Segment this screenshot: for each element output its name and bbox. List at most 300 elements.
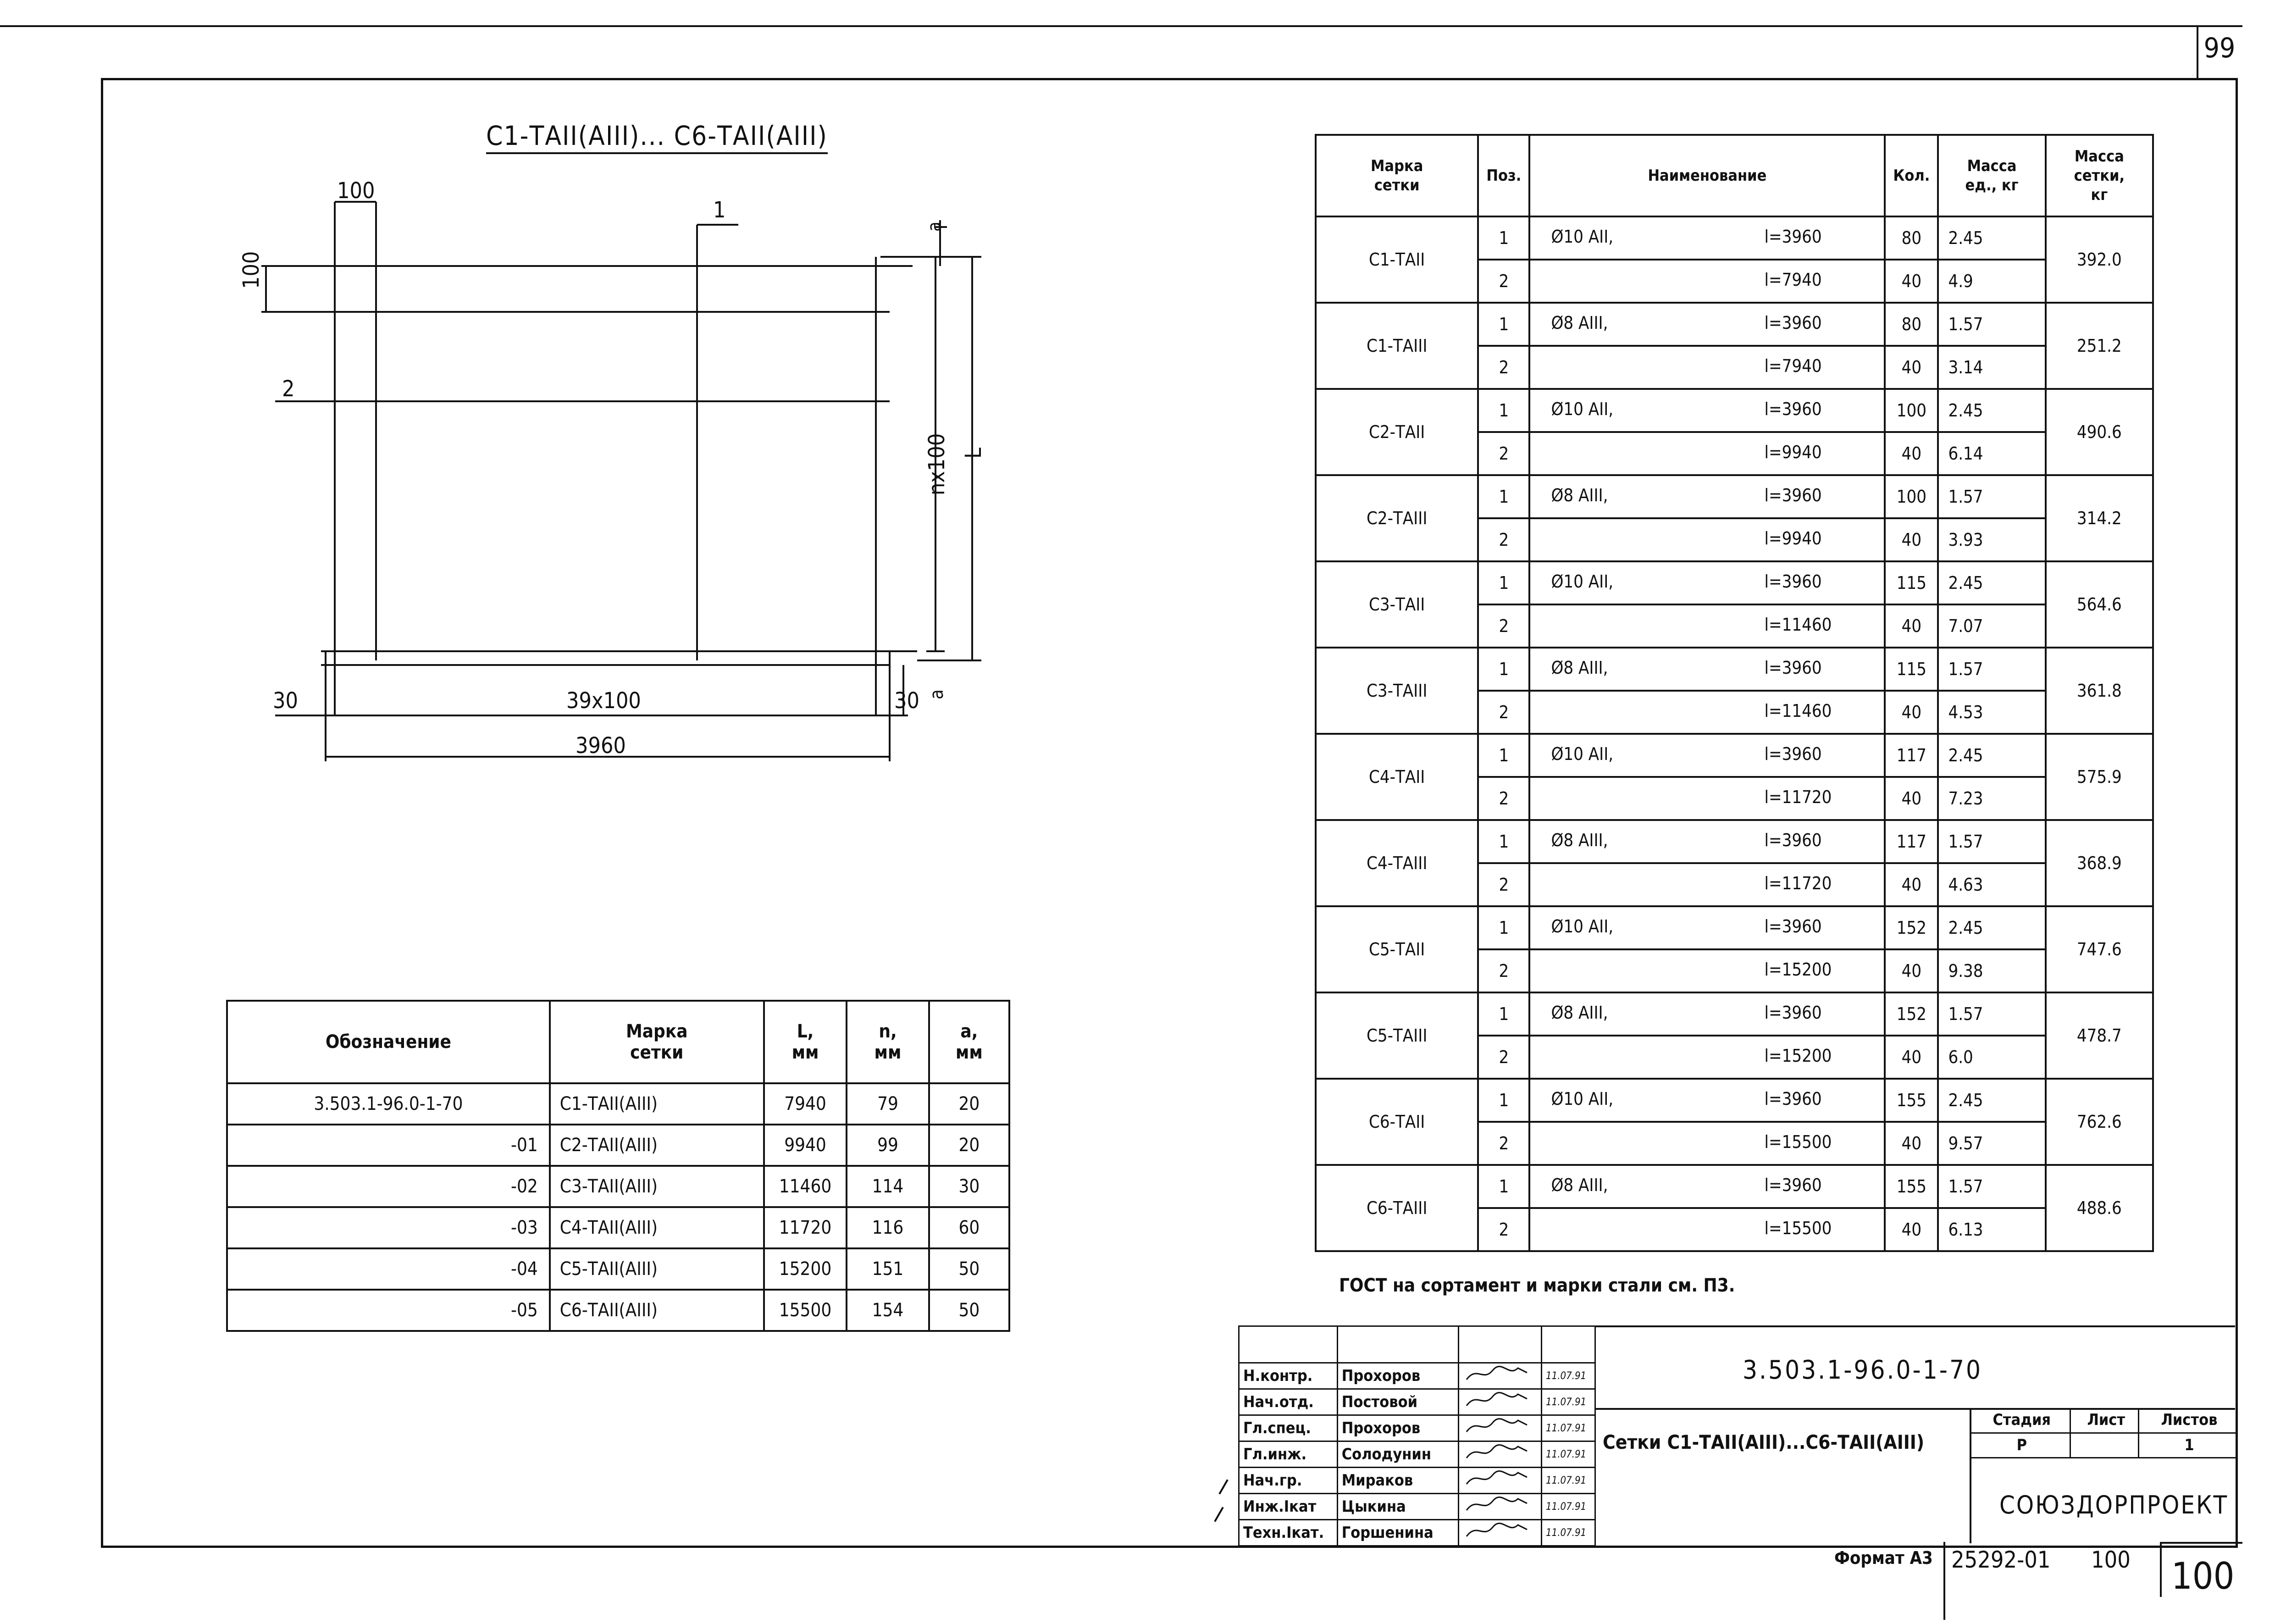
variant-a-cell: 20 bbox=[929, 1125, 1009, 1166]
spec-unit-cell: 4.53 bbox=[1938, 691, 2045, 734]
spec-row bbox=[1316, 648, 2153, 691]
spec-pos-cell: 1 bbox=[1478, 561, 1529, 604]
spec-unit-cell: 6.0 bbox=[1938, 1036, 2045, 1079]
variant-n-cell: 79 bbox=[847, 1083, 929, 1125]
spec-pos-cell: 2 bbox=[1478, 518, 1529, 561]
spec-unit-cell: 3.14 bbox=[1938, 346, 2045, 389]
spec-mark-cell: С6-ТАII bbox=[1316, 1079, 1478, 1165]
stamp-date: 11.07.91 bbox=[1542, 1468, 1595, 1494]
variant-row bbox=[227, 1166, 1009, 1207]
variant-mark-cell: С5-ТАII(АIII) bbox=[550, 1248, 764, 1290]
spec-bar-text: Ø8 АIII, bbox=[1551, 313, 1608, 333]
spec-total-mass-cell: 251.2 bbox=[2046, 303, 2153, 389]
section-mark: 1 bbox=[713, 197, 726, 223]
spec-qty-cell: 100 bbox=[1885, 389, 1938, 432]
title-block-people bbox=[1238, 1325, 1596, 1546]
archive-sheet: 100 bbox=[2091, 1546, 2131, 1573]
spec-bar-text: Ø8 АIII, bbox=[1551, 658, 1608, 678]
spec-row bbox=[1316, 561, 2153, 604]
spec-total-mass-cell: 361.8 bbox=[2046, 648, 2153, 734]
spec-name-cell bbox=[1529, 216, 1885, 260]
variant-a-cell: 50 bbox=[929, 1290, 1009, 1331]
col-mark bbox=[550, 1001, 764, 1083]
spec-total-mass-cell: 488.6 bbox=[2046, 1165, 2153, 1251]
spec-pos-cell: 2 bbox=[1478, 691, 1529, 734]
spec-unit-cell: 1.57 bbox=[1938, 992, 2045, 1036]
variant-a-cell: 60 bbox=[929, 1207, 1009, 1248]
spec-col-name: Наименование bbox=[1529, 135, 1885, 216]
stamp-person-row bbox=[1239, 1389, 1595, 1415]
bottom-divider-2 bbox=[2160, 1542, 2162, 1597]
spec-bar-text: Ø10 АII, bbox=[1551, 744, 1614, 764]
spec-length-text: l=3960 bbox=[1764, 485, 1822, 505]
stamp-title: Сетки С1-ТАII(АIII)...С6-ТАII(АIII) bbox=[1603, 1431, 1925, 1453]
spec-name-cell bbox=[1529, 303, 1885, 346]
variant-L-cell: 7940 bbox=[764, 1083, 847, 1125]
spec-col-mark-line2: сетки bbox=[1374, 176, 1420, 194]
col-L-line1: L, bbox=[797, 1021, 814, 1042]
variant-designation-cell: -05 bbox=[227, 1290, 550, 1331]
spec-bar-text: Ø10 АII, bbox=[1551, 399, 1614, 419]
stamp-name: Прохоров bbox=[1337, 1363, 1458, 1389]
signature-scribble-icon bbox=[1463, 1442, 1532, 1463]
spec-bar-text: Ø8 АIII, bbox=[1551, 1175, 1608, 1195]
dim-top-spacing: 100 bbox=[337, 178, 375, 204]
spec-unit-cell: 2.45 bbox=[1938, 389, 2045, 432]
spec-name-cell bbox=[1529, 1208, 1885, 1251]
spec-bar-text: Ø10 АII, bbox=[1551, 571, 1614, 592]
variant-a-cell: 30 bbox=[929, 1166, 1009, 1207]
variant-designation-cell: -04 bbox=[227, 1248, 550, 1290]
signature-scribble-icon bbox=[1463, 1363, 1532, 1384]
spec-row bbox=[1316, 475, 2153, 518]
spec-mark-cell: С4-ТАIII bbox=[1316, 820, 1478, 906]
variant-designation-cell: -03 bbox=[227, 1207, 550, 1248]
spec-pos-cell: 1 bbox=[1478, 475, 1529, 518]
spec-name-cell bbox=[1529, 561, 1885, 604]
variant-mark-cell: С2-ТАII(АIII) bbox=[550, 1125, 764, 1166]
spec-qty-cell: 40 bbox=[1885, 863, 1938, 906]
spec-qty-cell: 40 bbox=[1885, 346, 1938, 389]
variant-mark-cell: С1-ТАII(АIII) bbox=[550, 1083, 764, 1125]
sheets-value: 1 bbox=[2139, 1433, 2236, 1458]
spec-unit-cell: 9.38 bbox=[1938, 949, 2045, 992]
spec-unit-cell: 4.63 bbox=[1938, 863, 2045, 906]
variant-row bbox=[227, 1290, 1009, 1331]
stamp-name: Цыкина bbox=[1337, 1494, 1458, 1520]
col-L bbox=[764, 1001, 847, 1083]
stamp-blank-4 bbox=[1542, 1326, 1595, 1363]
spec-qty-cell: 100 bbox=[1885, 475, 1938, 518]
spec-length-text: l=11720 bbox=[1764, 787, 1832, 807]
spec-length-text: l=3960 bbox=[1764, 1175, 1822, 1195]
spec-col-qty: Кол. bbox=[1885, 135, 1938, 216]
spec-col-mark-line1: Марка bbox=[1370, 157, 1423, 175]
spec-total-mass-cell: 368.9 bbox=[2046, 820, 2153, 906]
spec-mark-cell: С1-ТАIII bbox=[1316, 303, 1478, 389]
spec-total-mass-cell: 392.0 bbox=[2046, 216, 2153, 303]
stamp-name: Прохоров bbox=[1337, 1415, 1458, 1441]
spec-qty-cell: 40 bbox=[1885, 777, 1938, 820]
spec-qty-cell: 40 bbox=[1885, 1036, 1938, 1079]
spec-length-text: l=3960 bbox=[1764, 313, 1822, 333]
stamp-person-row bbox=[1239, 1468, 1595, 1494]
spec-pos-cell: 2 bbox=[1478, 1036, 1529, 1079]
spec-name-cell bbox=[1529, 432, 1885, 475]
spec-qty-cell: 155 bbox=[1885, 1079, 1938, 1122]
spec-col-total-mass-line3: кг bbox=[2091, 186, 2108, 204]
sheet-label: Лист bbox=[2070, 1408, 2138, 1433]
stamp-blank-3 bbox=[1458, 1326, 1541, 1363]
spec-col-total-mass bbox=[2046, 135, 2153, 216]
spec-name-cell bbox=[1529, 604, 1885, 648]
spec-mark-cell: С5-ТАII bbox=[1316, 906, 1478, 992]
spec-col-unit-mass-line1: Масса bbox=[1967, 157, 2017, 175]
stamp-blank-2 bbox=[1337, 1326, 1458, 1363]
stamp-signature bbox=[1458, 1389, 1541, 1415]
spec-pos-cell: 2 bbox=[1478, 346, 1529, 389]
stamp-role: Гл.инж. bbox=[1239, 1441, 1338, 1468]
dim-bottom-left: 30 bbox=[273, 688, 298, 714]
position-mark-2: 2 bbox=[282, 376, 295, 402]
spec-mark-cell: С3-ТАII bbox=[1316, 561, 1478, 648]
variant-n-cell: 151 bbox=[847, 1248, 929, 1290]
dim-right-n: nx100 bbox=[924, 433, 950, 495]
spec-total-mass-cell: 575.9 bbox=[2046, 734, 2153, 820]
spec-pos-cell: 1 bbox=[1478, 1079, 1529, 1122]
spec-row bbox=[1316, 992, 2153, 1036]
spec-length-text: l=15200 bbox=[1764, 959, 1832, 980]
spec-total-mass-cell: 314.2 bbox=[2046, 475, 2153, 561]
stamp-signature bbox=[1458, 1441, 1541, 1468]
spec-qty-cell: 80 bbox=[1885, 303, 1938, 346]
variant-row bbox=[227, 1248, 1009, 1290]
spec-length-text: l=9940 bbox=[1764, 528, 1822, 549]
col-a-line2: мм bbox=[955, 1042, 983, 1063]
archive-number: 25292-01 bbox=[1951, 1546, 2051, 1573]
stamp-signature bbox=[1458, 1468, 1541, 1494]
stamp-name: Горшенина bbox=[1337, 1520, 1458, 1546]
signature-scribble-icon bbox=[1463, 1494, 1532, 1515]
spec-name-cell bbox=[1529, 475, 1885, 518]
spec-total-mass-cell: 762.6 bbox=[2046, 1079, 2153, 1165]
spec-pos-cell: 1 bbox=[1478, 992, 1529, 1036]
stamp-person-row bbox=[1239, 1494, 1595, 1520]
spec-length-text: l=3960 bbox=[1764, 830, 1822, 850]
spec-bar-text: Ø8 АIII, bbox=[1551, 830, 1608, 850]
dim-right-a-top: а bbox=[924, 221, 945, 232]
spec-qty-cell: 155 bbox=[1885, 1165, 1938, 1208]
spec-unit-cell: 6.13 bbox=[1938, 1208, 2045, 1251]
spec-length-text: l=11720 bbox=[1764, 873, 1832, 893]
spec-qty-cell: 40 bbox=[1885, 1208, 1938, 1251]
sheet-value bbox=[2070, 1433, 2138, 1458]
spec-row bbox=[1316, 1079, 2153, 1122]
spec-bar-text: Ø8 АIII, bbox=[1551, 485, 1608, 505]
stamp-role: Техн.Iкат. bbox=[1239, 1520, 1338, 1546]
variant-n-cell: 154 bbox=[847, 1290, 929, 1331]
spec-col-mark bbox=[1316, 135, 1478, 216]
stamp-date: 11.07.91 bbox=[1542, 1441, 1595, 1468]
spec-pos-cell: 1 bbox=[1478, 734, 1529, 777]
variant-designation-cell: -02 bbox=[227, 1166, 550, 1207]
stamp-signature bbox=[1458, 1363, 1541, 1389]
spec-row bbox=[1316, 906, 2153, 949]
spec-unit-cell: 7.07 bbox=[1938, 604, 2045, 648]
spec-total-mass-cell: 564.6 bbox=[2046, 561, 2153, 648]
spec-mark-cell: С2-ТАIII bbox=[1316, 475, 1478, 561]
variant-row bbox=[227, 1125, 1009, 1166]
spec-pos-cell: 1 bbox=[1478, 906, 1529, 949]
spec-qty-cell: 117 bbox=[1885, 734, 1938, 777]
stamp-person-row bbox=[1239, 1520, 1595, 1546]
specification-table bbox=[1315, 134, 2154, 1252]
bottom-divider-1 bbox=[1943, 1542, 1945, 1620]
spec-qty-cell: 40 bbox=[1885, 691, 1938, 734]
spec-bar-text: Ø10 АII, bbox=[1551, 227, 1614, 247]
stamp-date: 11.07.91 bbox=[1542, 1389, 1595, 1415]
stamp-signature bbox=[1458, 1520, 1541, 1546]
spec-unit-cell: 3.93 bbox=[1938, 518, 2045, 561]
spec-unit-cell: 9.57 bbox=[1938, 1122, 2045, 1165]
spec-name-cell bbox=[1529, 906, 1885, 949]
spec-name-cell bbox=[1529, 260, 1885, 303]
spec-name-cell bbox=[1529, 820, 1885, 863]
bottom-page-number: 100 bbox=[2171, 1555, 2235, 1597]
spec-length-text: l=3960 bbox=[1764, 227, 1822, 247]
spec-unit-cell: 6.14 bbox=[1938, 432, 2045, 475]
spec-length-text: l=15500 bbox=[1764, 1218, 1832, 1238]
spec-name-cell bbox=[1529, 648, 1885, 691]
spec-qty-cell: 80 bbox=[1885, 216, 1938, 260]
dim-bottom-total: 3960 bbox=[576, 733, 626, 759]
spec-length-text: l=3960 bbox=[1764, 744, 1822, 764]
spec-mark-cell: С3-ТАIII bbox=[1316, 648, 1478, 734]
spec-pos-cell: 2 bbox=[1478, 949, 1529, 992]
spec-pos-cell: 1 bbox=[1478, 820, 1529, 863]
dim-right-L: L bbox=[961, 447, 986, 459]
spec-row bbox=[1316, 734, 2153, 777]
spec-pos-cell: 2 bbox=[1478, 1208, 1529, 1251]
spec-unit-cell: 1.57 bbox=[1938, 648, 2045, 691]
stamp-role: Нач.гр. bbox=[1239, 1468, 1338, 1494]
spec-mark-cell: С2-ТАII bbox=[1316, 389, 1478, 475]
spec-pos-cell: 2 bbox=[1478, 1122, 1529, 1165]
mesh-drawing bbox=[238, 174, 1018, 770]
stamp-signature bbox=[1458, 1415, 1541, 1441]
spec-qty-cell: 117 bbox=[1885, 820, 1938, 863]
spec-pos-cell: 1 bbox=[1478, 1165, 1529, 1208]
spec-mark-cell: С6-ТАIII bbox=[1316, 1165, 1478, 1251]
spec-length-text: l=15500 bbox=[1764, 1132, 1832, 1152]
spec-bar-text: Ø8 АIII, bbox=[1551, 1003, 1608, 1023]
spec-length-text: l=9940 bbox=[1764, 442, 1822, 462]
spec-qty-cell: 40 bbox=[1885, 518, 1938, 561]
variant-row bbox=[227, 1083, 1009, 1125]
variant-mark-cell: С6-ТАII(АIII) bbox=[550, 1290, 764, 1331]
stamp-role: Н.контр. bbox=[1239, 1363, 1338, 1389]
variant-L-cell: 15500 bbox=[764, 1290, 847, 1331]
stamp-stage-table bbox=[1970, 1408, 2236, 1458]
spec-qty-cell: 40 bbox=[1885, 432, 1938, 475]
spec-qty-cell: 115 bbox=[1885, 561, 1938, 604]
spec-col-total-mass-line1: Масса bbox=[2074, 147, 2124, 166]
spec-bar-text: Ø10 АII, bbox=[1551, 916, 1614, 937]
spec-pos-cell: 2 bbox=[1478, 604, 1529, 648]
col-a bbox=[929, 1001, 1009, 1083]
col-a-line1: a, bbox=[960, 1021, 978, 1042]
spec-unit-cell: 1.57 bbox=[1938, 303, 2045, 346]
dim-bottom-mid: 39х100 bbox=[566, 688, 641, 714]
spec-qty-cell: 152 bbox=[1885, 992, 1938, 1036]
spec-length-text: l=11460 bbox=[1764, 701, 1832, 721]
dim-left-spacing: 100 bbox=[238, 251, 264, 289]
variant-L-cell: 11460 bbox=[764, 1166, 847, 1207]
drawing-title: С1-ТАII(АIII)... С6-ТАII(АIII) bbox=[486, 120, 828, 154]
col-mark-line2: сетки bbox=[630, 1042, 684, 1063]
dim-bottom-right: 30 bbox=[894, 688, 919, 714]
stamp-role: Нач.отд. bbox=[1239, 1389, 1338, 1415]
bottom-number-top bbox=[2160, 1542, 2242, 1544]
spec-unit-cell: 1.57 bbox=[1938, 475, 2045, 518]
spec-length-text: l=3960 bbox=[1764, 658, 1822, 678]
spec-name-cell bbox=[1529, 518, 1885, 561]
stamp-organization: СОЮЗДОРПРОЕКТ bbox=[1999, 1491, 2229, 1519]
spec-mark-cell: С1-ТАII bbox=[1316, 216, 1478, 303]
signature-scribble-icon bbox=[1463, 1390, 1532, 1410]
stage-value: Р bbox=[1970, 1433, 2070, 1458]
spec-total-mass-cell: 490.6 bbox=[2046, 389, 2153, 475]
spec-name-cell bbox=[1529, 992, 1885, 1036]
spec-name-cell bbox=[1529, 1036, 1885, 1079]
spec-name-cell bbox=[1529, 1122, 1885, 1165]
spec-row bbox=[1316, 1165, 2153, 1208]
spec-length-text: l=7940 bbox=[1764, 356, 1822, 376]
spec-qty-cell: 115 bbox=[1885, 648, 1938, 691]
spec-length-text: l=3960 bbox=[1764, 1089, 1822, 1109]
spec-name-cell bbox=[1529, 389, 1885, 432]
spec-pos-cell: 1 bbox=[1478, 389, 1529, 432]
spec-unit-cell: 2.45 bbox=[1938, 906, 2045, 949]
col-n-line1: n, bbox=[879, 1021, 897, 1042]
spec-pos-cell: 1 bbox=[1478, 303, 1529, 346]
variant-n-cell: 99 bbox=[847, 1125, 929, 1166]
spec-unit-cell: 2.45 bbox=[1938, 561, 2045, 604]
spec-unit-cell: 1.57 bbox=[1938, 1165, 2045, 1208]
col-L-line2: мм bbox=[792, 1042, 819, 1063]
spec-length-text: l=3960 bbox=[1764, 571, 1822, 592]
spec-row bbox=[1316, 303, 2153, 346]
stamp-date: 11.07.91 bbox=[1542, 1494, 1595, 1520]
spec-length-text: l=3960 bbox=[1764, 1003, 1822, 1023]
spec-pos-cell: 1 bbox=[1478, 216, 1529, 260]
spec-col-unit-mass bbox=[1938, 135, 2045, 216]
spec-length-text: l=3960 bbox=[1764, 399, 1822, 419]
stamp-role: Инж.Iкат bbox=[1239, 1494, 1338, 1520]
variant-designation-cell: -01 bbox=[227, 1125, 550, 1166]
stamp-name: Постовой bbox=[1337, 1389, 1458, 1415]
spec-row bbox=[1316, 389, 2153, 432]
spec-qty-cell: 40 bbox=[1885, 260, 1938, 303]
format-label: Формат А3 bbox=[1834, 1548, 1933, 1568]
variant-n-cell: 116 bbox=[847, 1207, 929, 1248]
signature-scribble-icon bbox=[1463, 1468, 1532, 1489]
spec-row bbox=[1316, 820, 2153, 863]
signature-scribble-icon bbox=[1463, 1520, 1532, 1541]
spec-name-cell bbox=[1529, 863, 1885, 906]
spec-name-cell bbox=[1529, 691, 1885, 734]
variant-L-cell: 15200 bbox=[764, 1248, 847, 1290]
stamp-name: Солодунин bbox=[1337, 1441, 1458, 1468]
stamp-person-row bbox=[1239, 1415, 1595, 1441]
spec-unit-cell: 1.57 bbox=[1938, 820, 2045, 863]
spec-name-cell bbox=[1529, 949, 1885, 992]
variant-a-cell: 20 bbox=[929, 1083, 1009, 1125]
col-designation: Обозначение bbox=[227, 1001, 550, 1083]
spec-length-text: l=7940 bbox=[1764, 270, 1822, 290]
spec-mark-cell: С4-ТАII bbox=[1316, 734, 1478, 820]
stamp-role: Гл.спец. bbox=[1239, 1415, 1338, 1441]
stamp-person-row bbox=[1239, 1441, 1595, 1468]
spec-name-cell bbox=[1529, 1079, 1885, 1122]
stamp-person-row bbox=[1239, 1363, 1595, 1389]
spec-length-text: l=11460 bbox=[1764, 615, 1832, 635]
spec-qty-cell: 40 bbox=[1885, 604, 1938, 648]
spec-length-text: l=15200 bbox=[1764, 1046, 1832, 1066]
stamp-name: Мираков bbox=[1337, 1468, 1458, 1494]
col-mark-line1: Марка bbox=[625, 1021, 688, 1042]
spec-name-cell bbox=[1529, 734, 1885, 777]
spec-pos-cell: 2 bbox=[1478, 432, 1529, 475]
stamp-date: 11.07.91 bbox=[1542, 1520, 1595, 1546]
spec-col-pos: Поз. bbox=[1478, 135, 1529, 216]
stage-label: Стадия bbox=[1970, 1408, 2070, 1433]
spec-col-total-mass-line2: сетки, bbox=[2074, 166, 2125, 185]
spec-unit-cell: 2.45 bbox=[1938, 1079, 2045, 1122]
stamp-signature bbox=[1458, 1494, 1541, 1520]
spec-length-text: l=3960 bbox=[1764, 916, 1822, 937]
spec-total-mass-cell: 478.7 bbox=[2046, 992, 2153, 1079]
spec-unit-cell: 4.9 bbox=[1938, 260, 2045, 303]
variant-mark-cell: С4-ТАII(АIII) bbox=[550, 1207, 764, 1248]
top-page-number: 99 bbox=[2203, 32, 2236, 64]
page-number-box-left bbox=[2197, 25, 2198, 79]
variant-mark-cell: С3-ТАII(АIII) bbox=[550, 1166, 764, 1207]
spec-pos-cell: 2 bbox=[1478, 777, 1529, 820]
spec-bar-text: Ø10 АII, bbox=[1551, 1089, 1614, 1109]
sheets-label: Листов bbox=[2139, 1408, 2236, 1433]
spec-unit-cell: 7.23 bbox=[1938, 777, 2045, 820]
spec-unit-cell: 2.45 bbox=[1938, 734, 2045, 777]
signature-scribble-icon bbox=[1463, 1416, 1532, 1436]
stamp-blank-1 bbox=[1239, 1326, 1338, 1363]
dim-bottom-right-a: а bbox=[926, 689, 947, 699]
spec-qty-cell: 40 bbox=[1885, 949, 1938, 992]
spec-pos-cell: 1 bbox=[1478, 648, 1529, 691]
spec-qty-cell: 40 bbox=[1885, 1122, 1938, 1165]
spec-name-cell bbox=[1529, 777, 1885, 820]
variant-L-cell: 9940 bbox=[764, 1125, 847, 1166]
col-n-line2: мм bbox=[874, 1042, 902, 1063]
spec-row bbox=[1316, 216, 2153, 260]
spec-total-mass-cell: 747.6 bbox=[2046, 906, 2153, 992]
variant-row bbox=[227, 1207, 1009, 1248]
variant-L-cell: 11720 bbox=[764, 1207, 847, 1248]
spec-col-unit-mass-line2: ед., кг bbox=[1965, 176, 2019, 194]
top-border-line bbox=[0, 25, 2242, 27]
stamp-document-code: 3.503.1-96.0-1-70 bbox=[1743, 1355, 1983, 1385]
variant-designation-cell: 3.503.1-96.0-1-70 bbox=[227, 1083, 550, 1125]
